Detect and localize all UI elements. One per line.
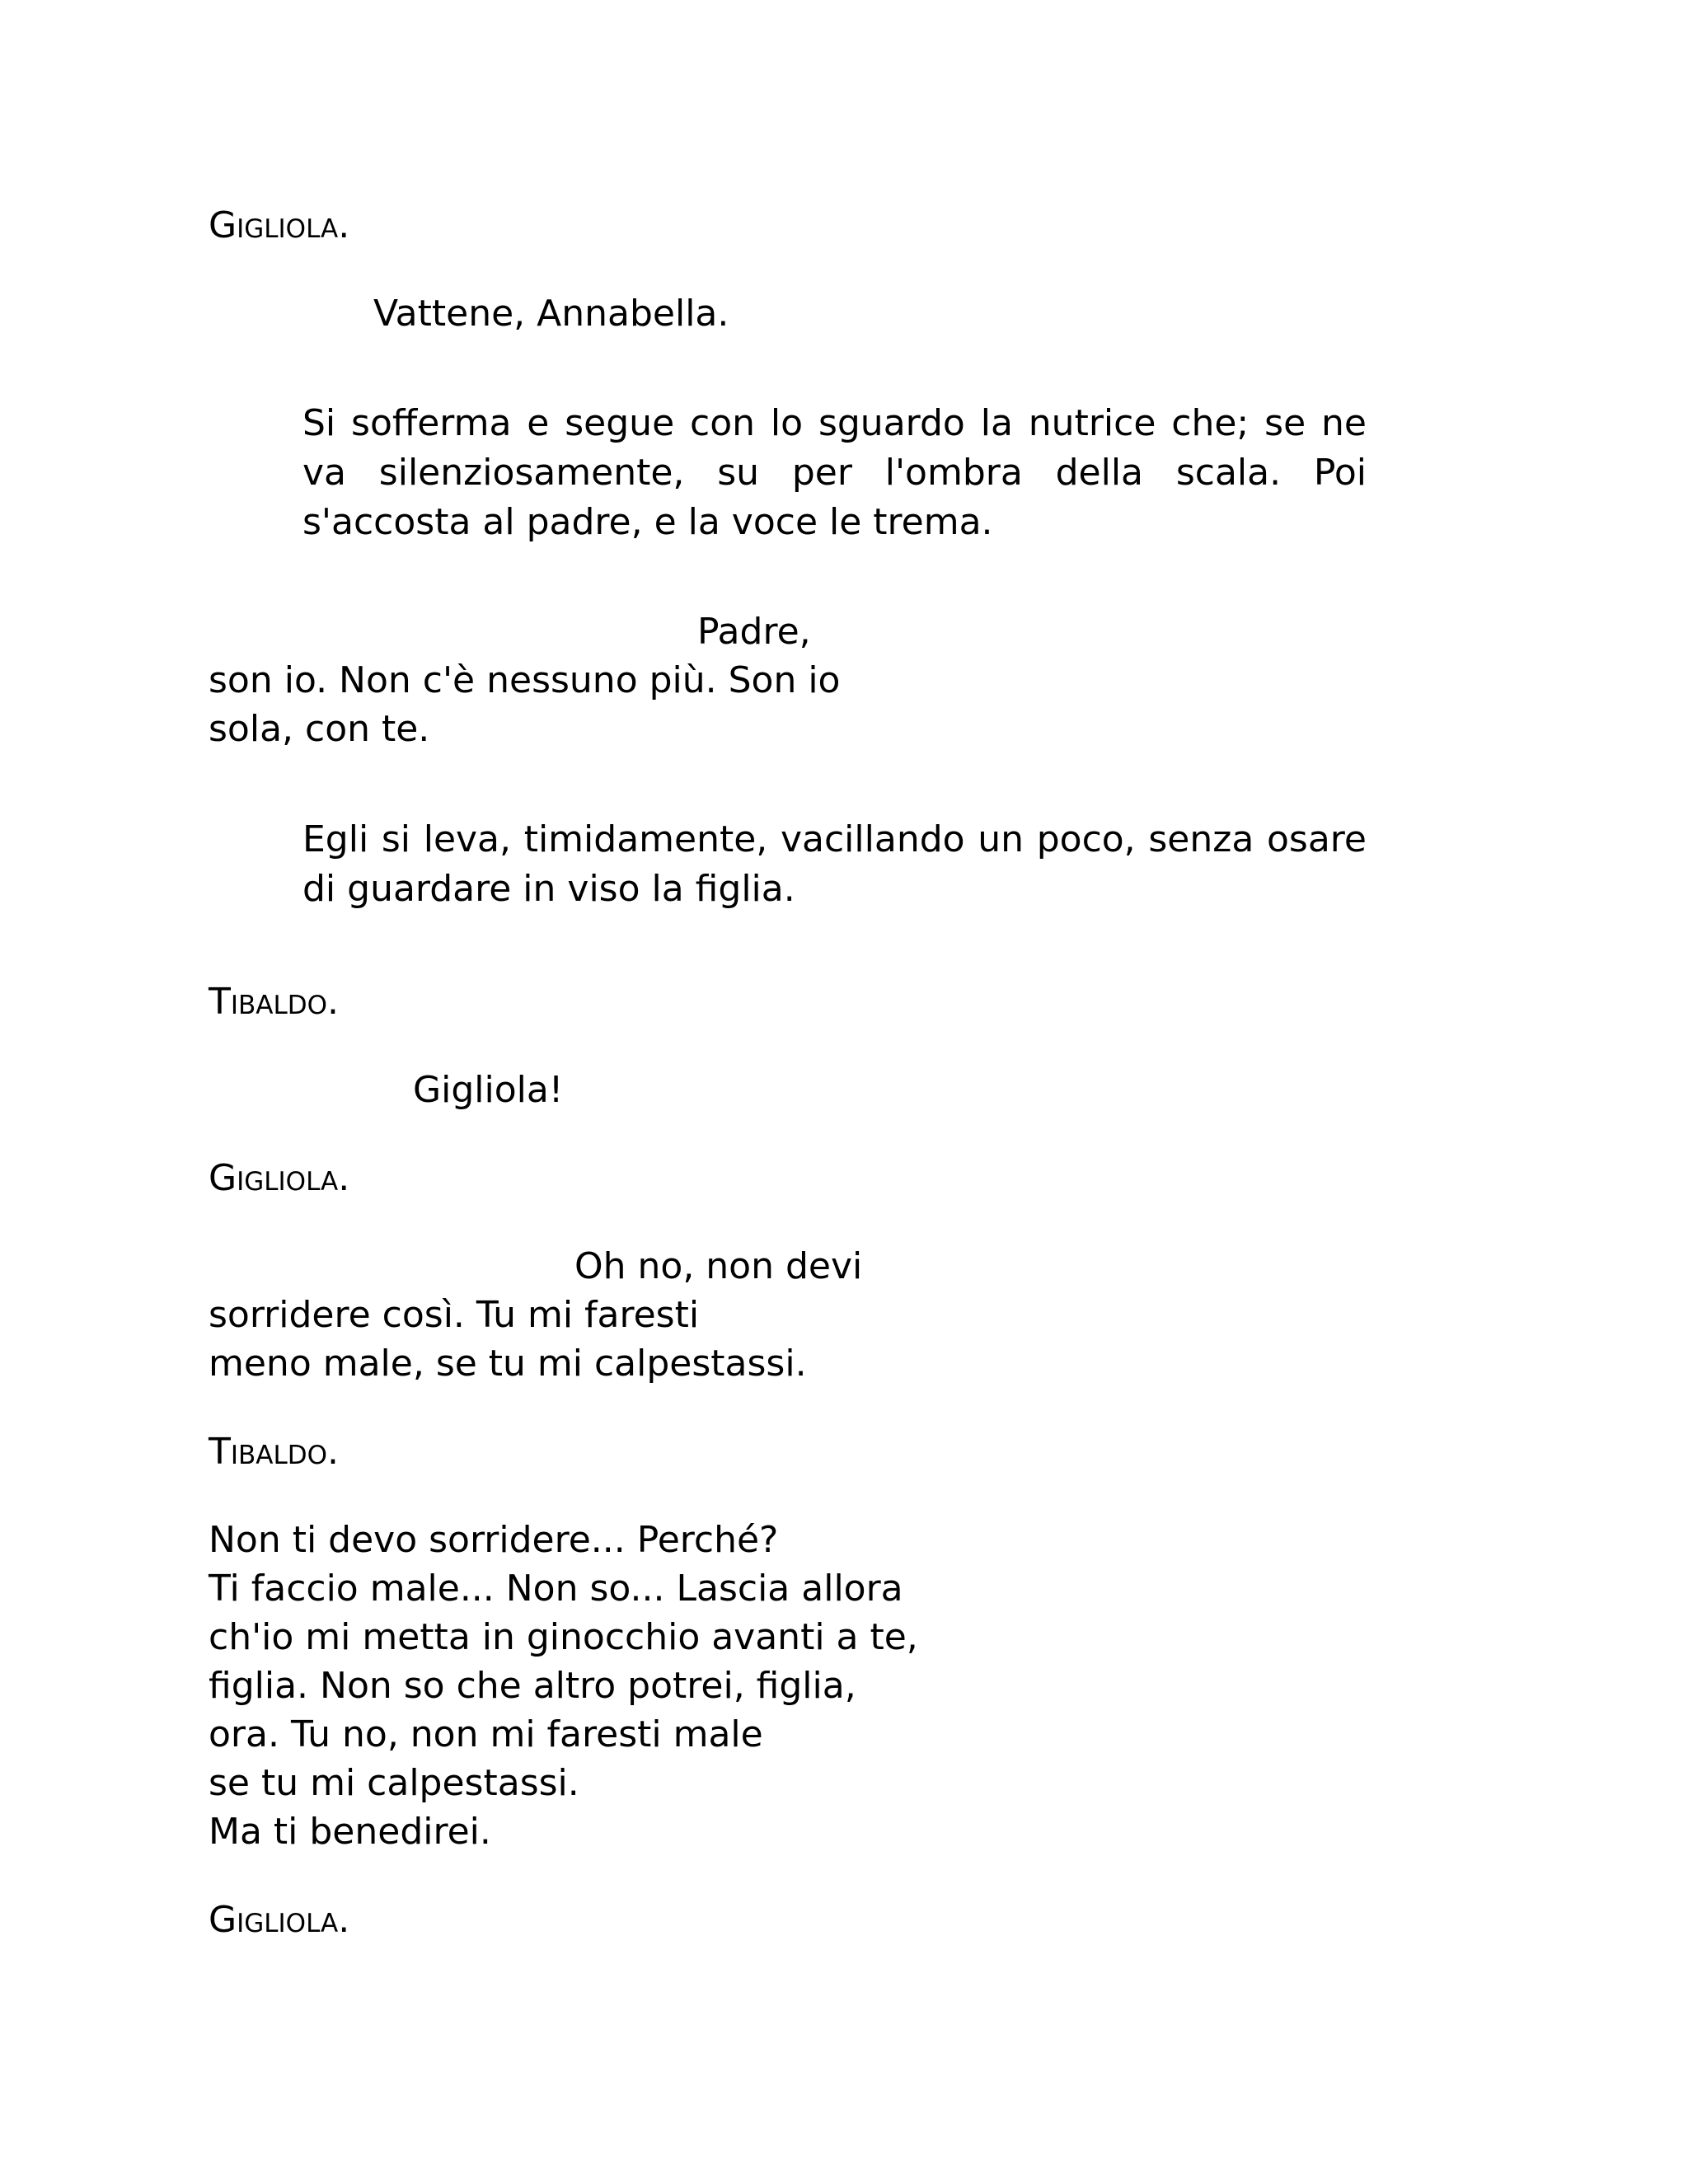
speaker-name: Gigliola. <box>209 204 350 246</box>
stage-direction: Si sofferma e segue con lo sguardo la nutrice che; se ne va silenziosamente, su per l'ombra della scala. Poi s'accosta al padre, e la voce le trema. <box>302 402 1367 543</box>
speaker-name: Gigliola. <box>209 1899 350 1941</box>
speaker-name: Tibaldo. <box>209 1431 340 1473</box>
speaker-name: Tibaldo. <box>209 981 340 1023</box>
dialogue-line: Ti faccio male... Non so... Lascia allora <box>209 1568 903 1610</box>
stage-direction: Egli si leva, timidamente, vacillando un poco, senza osare di guardare in viso la figlia. <box>302 818 1367 910</box>
dialogue-line: ch'io mi metta in ginocchio avanti a te, <box>209 1616 918 1658</box>
dialogue-line: meno male, se tu mi calpestassi. <box>209 1343 807 1385</box>
dialogue-line: Vattene, Annabella. <box>373 293 729 335</box>
dialogue-line: son io. Non c'è nessuno più. Son io <box>209 659 841 701</box>
dialogue-line: Padre, <box>697 611 811 653</box>
dialogue-line: sola, con te. <box>209 708 430 750</box>
dialogue-line: sorridere così. Tu mi faresti <box>209 1294 700 1336</box>
dialogue-line: figlia. Non so che altro potrei, figlia, <box>209 1665 856 1707</box>
speaker-name: Gigliola. <box>209 1157 350 1199</box>
dialogue-line: Ma ti benedirei. <box>209 1811 491 1853</box>
dialogue-line: se tu mi calpestassi. <box>209 1762 579 1804</box>
dialogue-line: Gigliola! <box>413 1069 564 1111</box>
dialogue-line: ora. Tu no, non mi faresti male <box>209 1713 763 1755</box>
dialogue-line: Non ti devo sorridere... Perché? <box>209 1519 779 1561</box>
dialogue-line: Oh no, non devi <box>574 1245 863 1287</box>
